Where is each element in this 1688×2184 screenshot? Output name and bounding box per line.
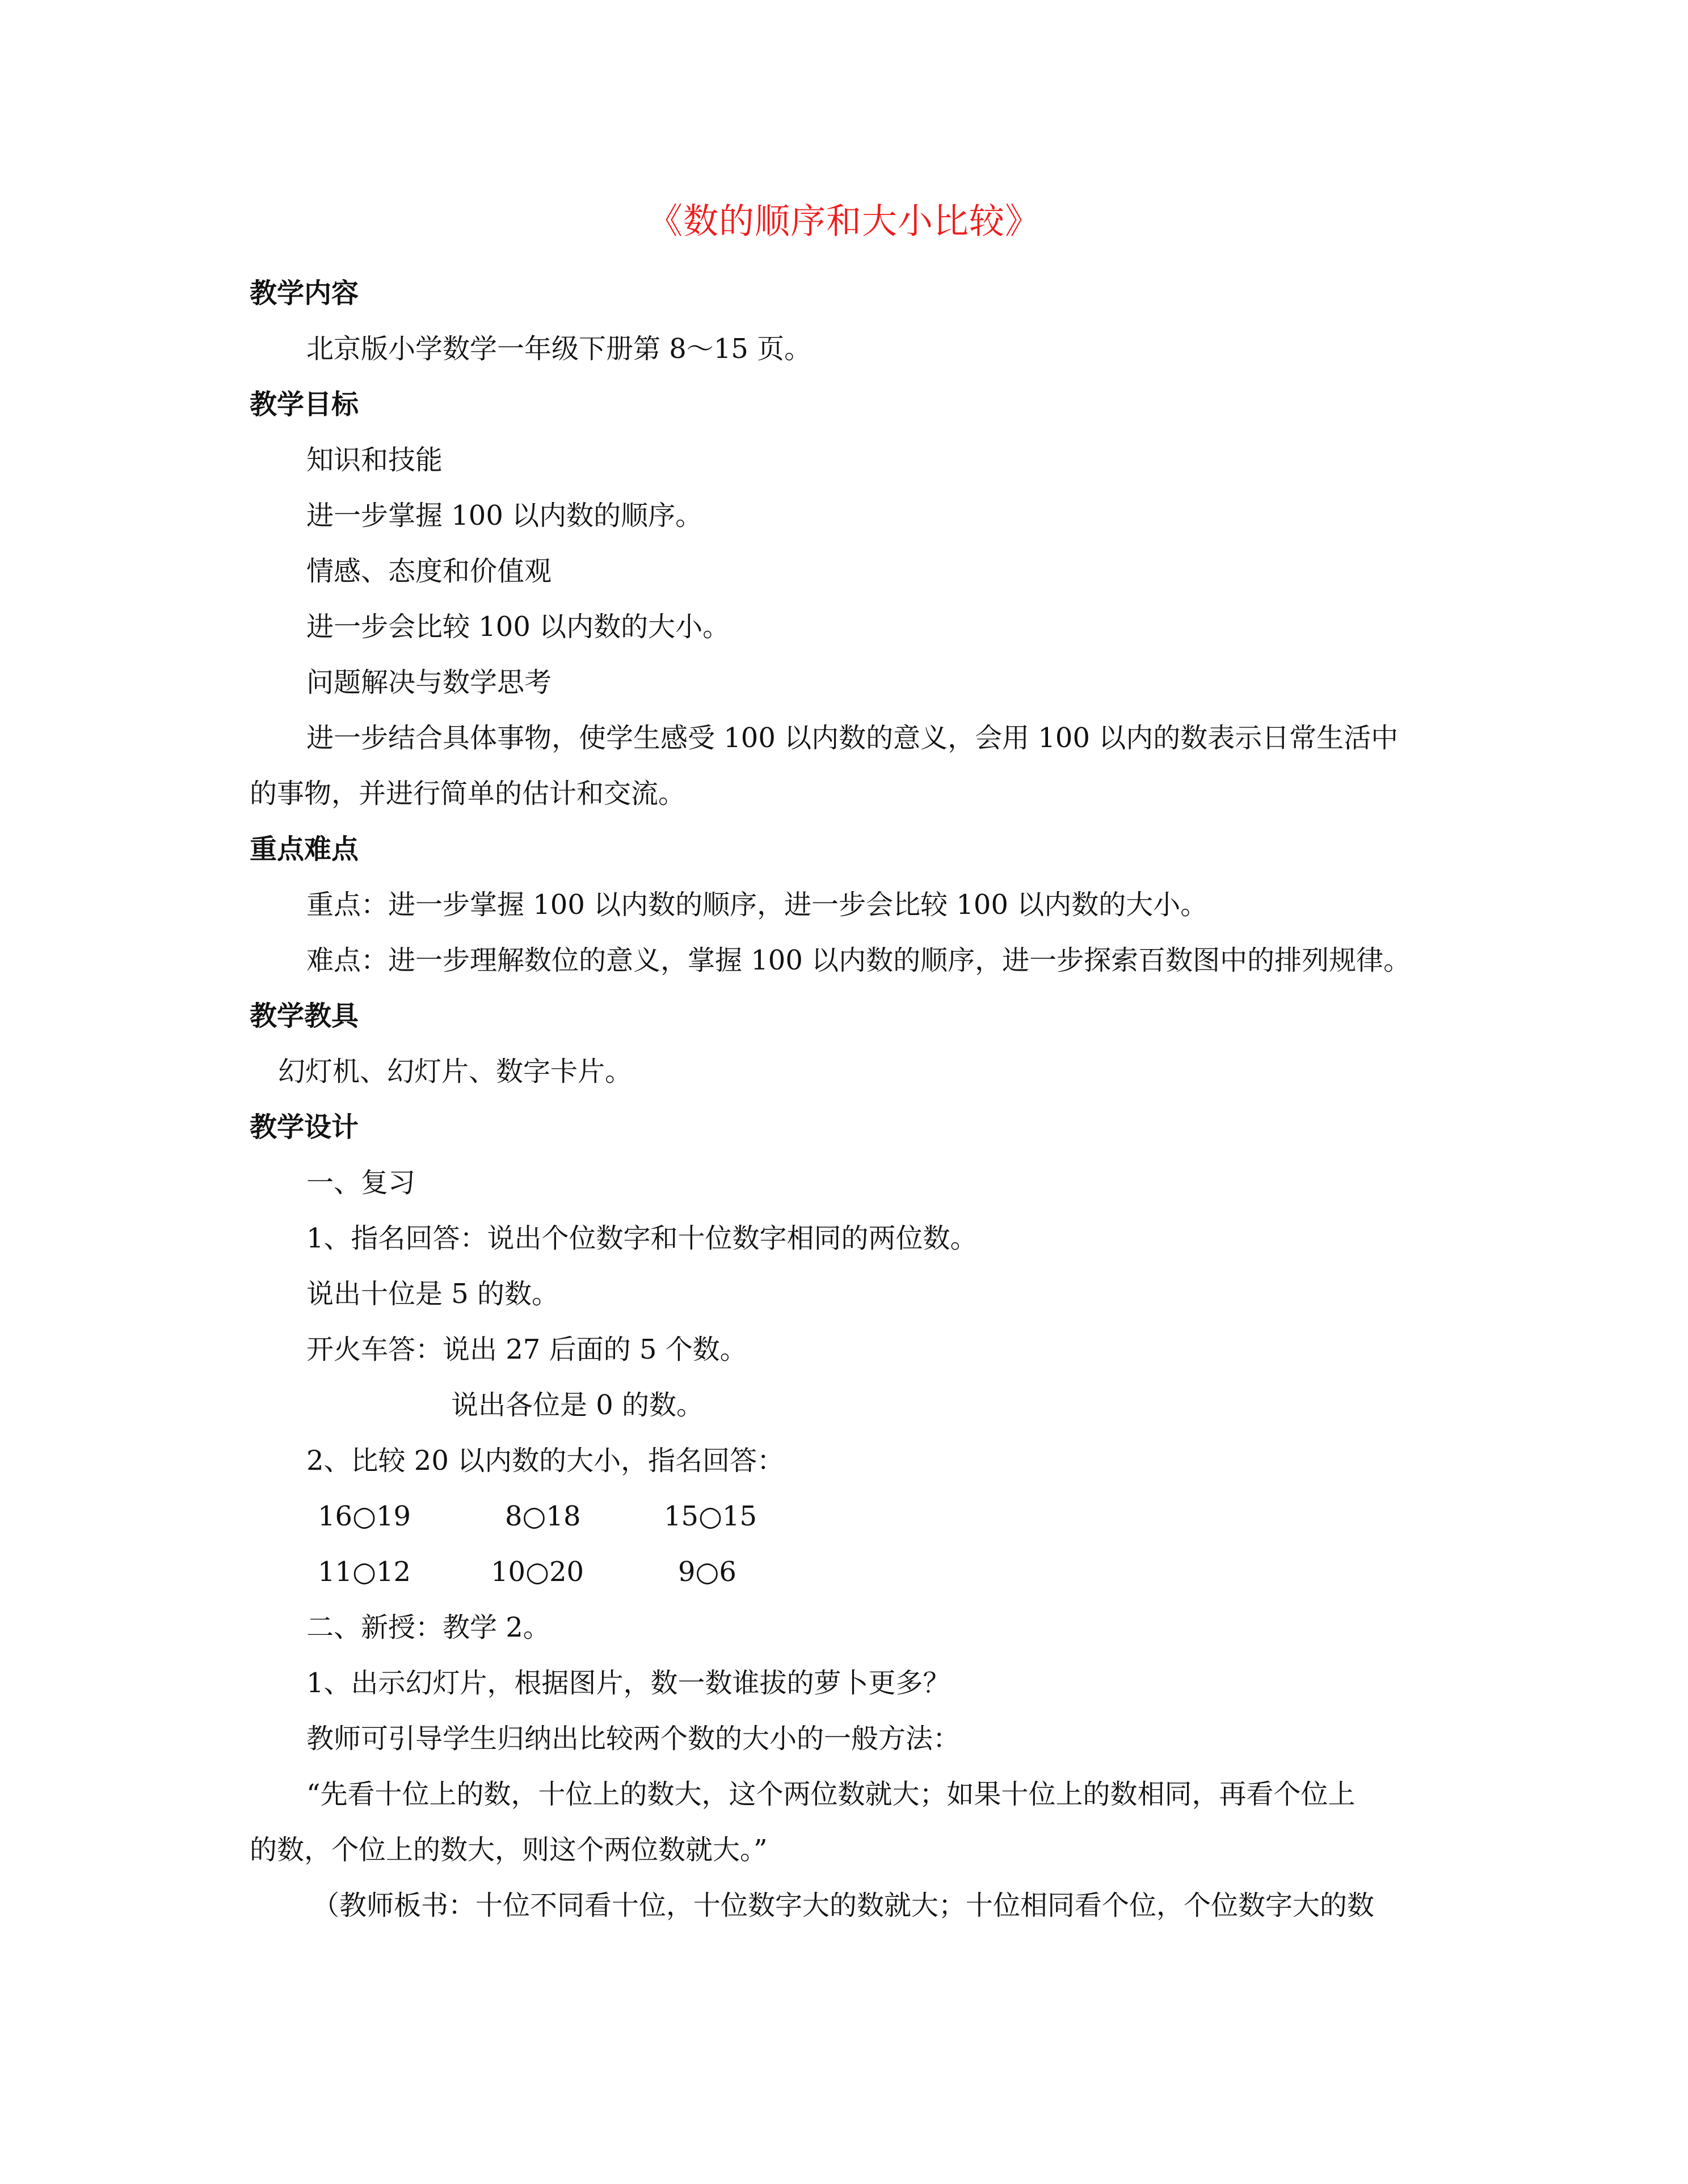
section-heading-design: 教学设计	[250, 1111, 359, 1143]
goal-line: 进一步结合具体事物，使学生感受 100 以内数的意义，会用 100 以内的数表示日常生活中	[306, 722, 1399, 754]
comparison-item: 16○19	[318, 1500, 411, 1532]
comparison-item: 9○6	[678, 1556, 736, 1588]
document-title: 《数的顺序和大小比较》	[647, 200, 1041, 242]
comparison-item: 15○15	[664, 1500, 757, 1532]
design-line: 的数，个位上的数大，则这个两位数就大。”	[250, 1834, 768, 1866]
comparison-item: 8○18	[505, 1500, 581, 1532]
comparison-row	[0, 1496, 1688, 1536]
section-heading-keypoints: 重点难点	[250, 833, 359, 865]
comparison-row	[0, 1552, 1688, 1592]
tools-text: 幻灯机、幻灯片、数字卡片。	[278, 1056, 633, 1087]
design-line: 开火车答：说出 27 后面的 5 个数。	[306, 1334, 747, 1365]
comparison-item: 11○12	[318, 1556, 411, 1588]
goal-line: 问题解决与数学思考	[306, 667, 552, 698]
design-line: “先看十位上的数，十位上的数大，这个两位数就大；如果十位上的数相同，再看个位上	[306, 1778, 1356, 1810]
design-line: 说出各位是 0 的数。	[451, 1389, 704, 1421]
goal-line: 知识和技能	[306, 444, 443, 476]
key-point-text: 重点：进一步掌握 100 以内数的顺序，进一步会比较 100 以内数的大小。	[306, 889, 1208, 921]
section-heading-tools: 教学教具	[250, 1000, 359, 1032]
design-line: 1、指名回答：说出个位数字和十位数字相同的两位数。	[306, 1222, 978, 1254]
design-line: 教师可引导学生归纳出比较两个数的大小的一般方法：	[306, 1723, 961, 1755]
goal-line: 进一步掌握 100 以内数的顺序。	[306, 500, 703, 532]
comparison-item: 10○20	[491, 1556, 584, 1588]
review-heading: 一、复习	[306, 1167, 416, 1199]
goal-line: 的事物，并进行简单的估计和交流。	[250, 778, 686, 809]
design-line: （教师板书：十位不同看十位，十位数字大的数就大；十位相同看个位，个位数字大的数	[312, 1890, 1375, 1921]
design-line: 说出十位是 5 的数。	[306, 1278, 559, 1310]
difficult-point-text: 难点：进一步理解数位的意义，掌握 100 以内数的顺序，进一步探索百数图中的排列规律。	[306, 945, 1411, 976]
content-text: 北京版小学数学一年级下册第 8～15 页。	[306, 333, 812, 365]
new-lesson-heading: 二、新授：教学 2。	[306, 1612, 550, 1643]
section-heading-goals: 教学目标	[250, 389, 359, 420]
design-line: 2、比较 20 以内数的大小，指名回答：	[306, 1445, 785, 1477]
design-line: 1、出示幻灯片，根据图片，数一数谁拔的萝卜更多？	[306, 1667, 950, 1699]
goal-line: 进一步会比较 100 以内数的大小。	[306, 611, 730, 643]
section-heading-content: 教学内容	[250, 277, 359, 309]
goal-line: 情感、态度和价值观	[306, 555, 552, 587]
